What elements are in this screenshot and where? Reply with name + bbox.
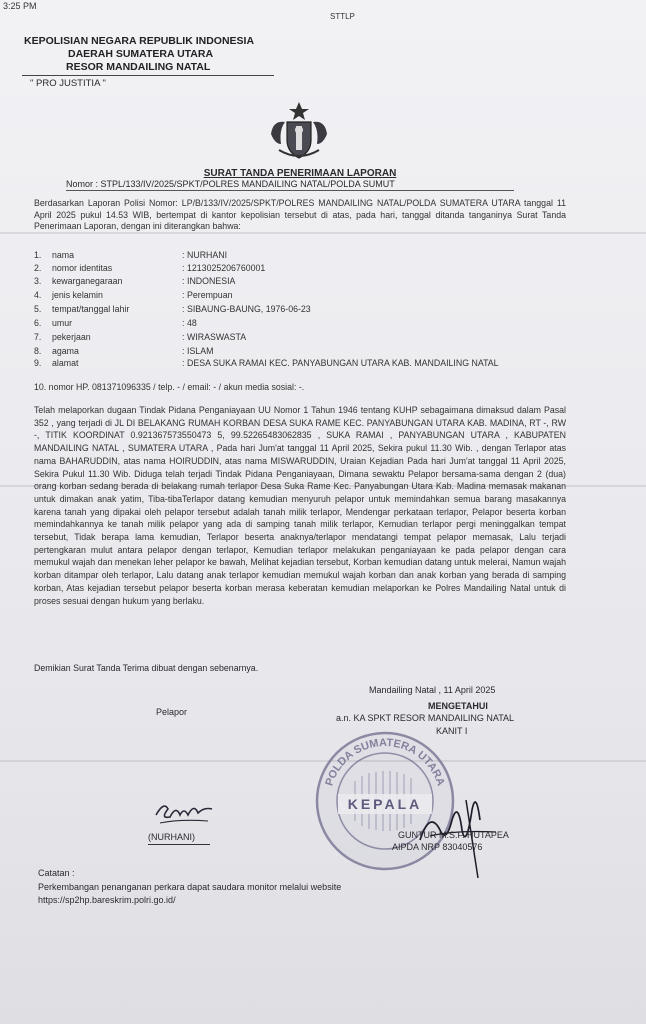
field-value: DESA SUKA RAMAI KEC. PANYABUNGAN UTARA KAB. MANDAILING NATAL: [187, 358, 499, 368]
field-value: NURHANI: [187, 250, 228, 260]
field-number: 1.: [34, 250, 42, 260]
reporter-name-underline: [148, 844, 210, 845]
official-title: a.n. KA SPKT RESOR MANDAILING NATAL: [336, 713, 515, 723]
document-title: SURAT TANDA PENERIMAAN LAPORAN: [203, 168, 397, 179]
reporter-signature: [150, 795, 220, 831]
official-name: GUNTUR M.S.F. HUTAPEA: [398, 830, 509, 840]
field-number: 3.: [34, 276, 42, 286]
field-label: nama: [52, 250, 75, 260]
field-colon: :: [182, 304, 185, 314]
reporter-label: Pelapor: [156, 707, 188, 717]
field-colon: :: [182, 318, 185, 328]
contact-line: 10. nomor HP. 081371096335 / telp. - / email: - / akun media sosial: -.: [34, 382, 305, 392]
place-date: Mandailing Natal , 11 April 2025: [369, 685, 496, 695]
field-value: WIRASWASTA: [187, 332, 247, 342]
official-rank: AIPDA NRP 83040576: [392, 842, 483, 852]
stamp-ring-text: POLDA SUMATERA UTARA: [323, 736, 447, 788]
field-number: 4.: [34, 290, 42, 300]
field-number: 7.: [34, 332, 42, 342]
field-colon: :: [182, 346, 185, 356]
field-number: 9.: [34, 358, 42, 368]
document-number: Nomor : STPL/133/IV/2025/SPKT/POLRES MANDAILING NATAL/POLDA SUMUT: [66, 179, 395, 189]
report-body: Telah melaporkan dugaan Tindak Pidana Penganiayaan UU Nomor 1 Tahun 1946 tentang KUHP sebagaimana dimaksud dalam Pasal 352 , yang terjadi di JL DI BELAKANG RUMAH KORBAN DESA SUKA RAME KEC. PANYABUNGAN UTARA KAB. MADINA, RT -, RW -, TITIK KOORDINAT 0.921367573550473 5, 99.52265483062835 , SUKA RAMAI , PANYABUNGAN UTARA , KABUPATEN MANDAILING NATAL , SUMATERA UTARA , Pada hari Jum'at tanggal 11 April 2025, Sekira pukul 11.30 Wib. , dengan Terlapor atas nama BAHARUDDIN, atas nama HOIRUDDIN, atas nama MISWARUDDIN, Uraian Kejadian Pada hari Jum'at tanggal 11 April 2025, Sekira Pukul 11.30 Wib. Diduga telah terjadi Tindak Pidana Penganiayaan, Dimana sewaktu Pelapor bersama-sama dengan 2 (dua) orang korban sedang berada di belakang rumah terlapor Desa Suka Rame Kec. Panyabungan Utara Kab. Madina memasak makanan untuk dimakan anak yatim, Tiba-tibaTerlapor datang kemudian menyuruh pelapor untuk memindahkan semua barang masakannya karena tanah yang dipakai oleh pelapor tersebut adalah tanah milik terlapor, Mendengar perkataan terlapor, Pelapor beserta korban memindahkannya ke tanah milik pelapor yang ada di samping tanah milik terlapor, Kemudian terlapor pergi meninggalkan tempat tersebut, Tidak berapa lama kemudian, Terlapor beserta anaknya/terlapor mendatangi tempat pelapor memasak, Lalu terjadi pertengkaran mulut antara pelapor dengan terlapor, Kemudian terlapor melakukan penganiayaan ke pada pelapor dengan cara memukul wajah dan menekan leher pelapor ke bawah, Melihat kejadian tersebut, Korban kemudian datang untuk melerai, Namun wajah korban ditampar oleh terlapor, Lalu datang anak terlapor kemudian memukul wajah korban dan anak korban yang berada di samping korban, Atas kejadian tersebut pelapor beserta korban merasa keberatan kemudian melaporkan ke Polres Mandailing Natal untuk di proses sesuai dengan hukum yang berlaku.: [34, 405, 566, 606]
field-number: 5.: [34, 304, 42, 314]
field-colon: :: [182, 276, 185, 286]
field-colon: :: [182, 290, 185, 300]
field-value: 48: [187, 318, 197, 328]
header-divider: [22, 75, 274, 76]
number-underline: [66, 190, 514, 191]
acknowledged-label: MENGETAHUI: [428, 701, 488, 711]
field-value: INDONESIA: [187, 276, 236, 286]
official-subtitle: KANIT I: [436, 726, 468, 736]
field-value: 1213025206760001: [187, 263, 266, 273]
field-colon: :: [182, 263, 185, 273]
field-value: SIBAUNG-BAUNG, 1976-06-23: [187, 304, 311, 314]
note-url: https://sp2hp.bareskrim.polri.go.id/: [38, 895, 176, 905]
field-label: jenis kelamin: [52, 290, 103, 300]
field-label: alamat: [52, 358, 79, 368]
status-time: 3:25 PM: [3, 1, 37, 11]
field-number: 2.: [34, 263, 42, 273]
stamp-center-text: KEPALA: [347, 796, 423, 812]
field-label: nomor identitas: [52, 263, 113, 273]
field-label: umur: [52, 318, 73, 328]
field-colon: :: [182, 250, 185, 260]
field-value: ISLAM: [187, 346, 214, 356]
header-line-2: DAERAH SUMATERA UTARA: [68, 48, 214, 60]
field-colon: :: [182, 358, 185, 368]
field-label: agama: [52, 346, 79, 356]
field-value: Perempuan: [187, 290, 233, 300]
reporter-name: (NURHANI): [148, 832, 195, 842]
header-line-1: KEPOLISIAN NEGARA REPUBLIK INDONESIA: [24, 35, 255, 47]
police-crest-icon: [265, 100, 333, 164]
note-label: Catatan :: [38, 868, 75, 878]
note-text: Perkembangan penanganan perkara dapat saudara monitor melalui website: [38, 882, 342, 892]
header-line-3: RESOR MANDAILING NATAL: [66, 61, 211, 73]
field-number: 6.: [34, 318, 42, 328]
pro-justitia: " PRO JUSTITIA ": [30, 78, 106, 89]
form-code: STTLP: [330, 12, 355, 21]
intro-paragraph: Berdasarkan Laporan Polisi Nomor: LP/B/133/IV/2025/SPKT/POLRES MANDAILING NATAL/POLDA SUMATERA UTARA tanggal 11 April 2025 pukul 14.53 WIB, bertempat di kantor kepolisian tersebut di atas, pada hari, tanggal ditanda tanganinya Surat Tanda Penerimaan Laporan, dengan ini diterangkan bahwa:: [34, 198, 566, 232]
field-label: tempat/tanggal lahir: [52, 304, 130, 314]
field-colon: :: [182, 332, 185, 342]
field-label: kewarganegaraan: [52, 276, 123, 286]
closing-statement: Demikian Surat Tanda Terima dibuat dengan sebenarnya.: [34, 663, 259, 673]
field-number: 8.: [34, 346, 42, 356]
field-label: pekerjaan: [52, 332, 91, 342]
